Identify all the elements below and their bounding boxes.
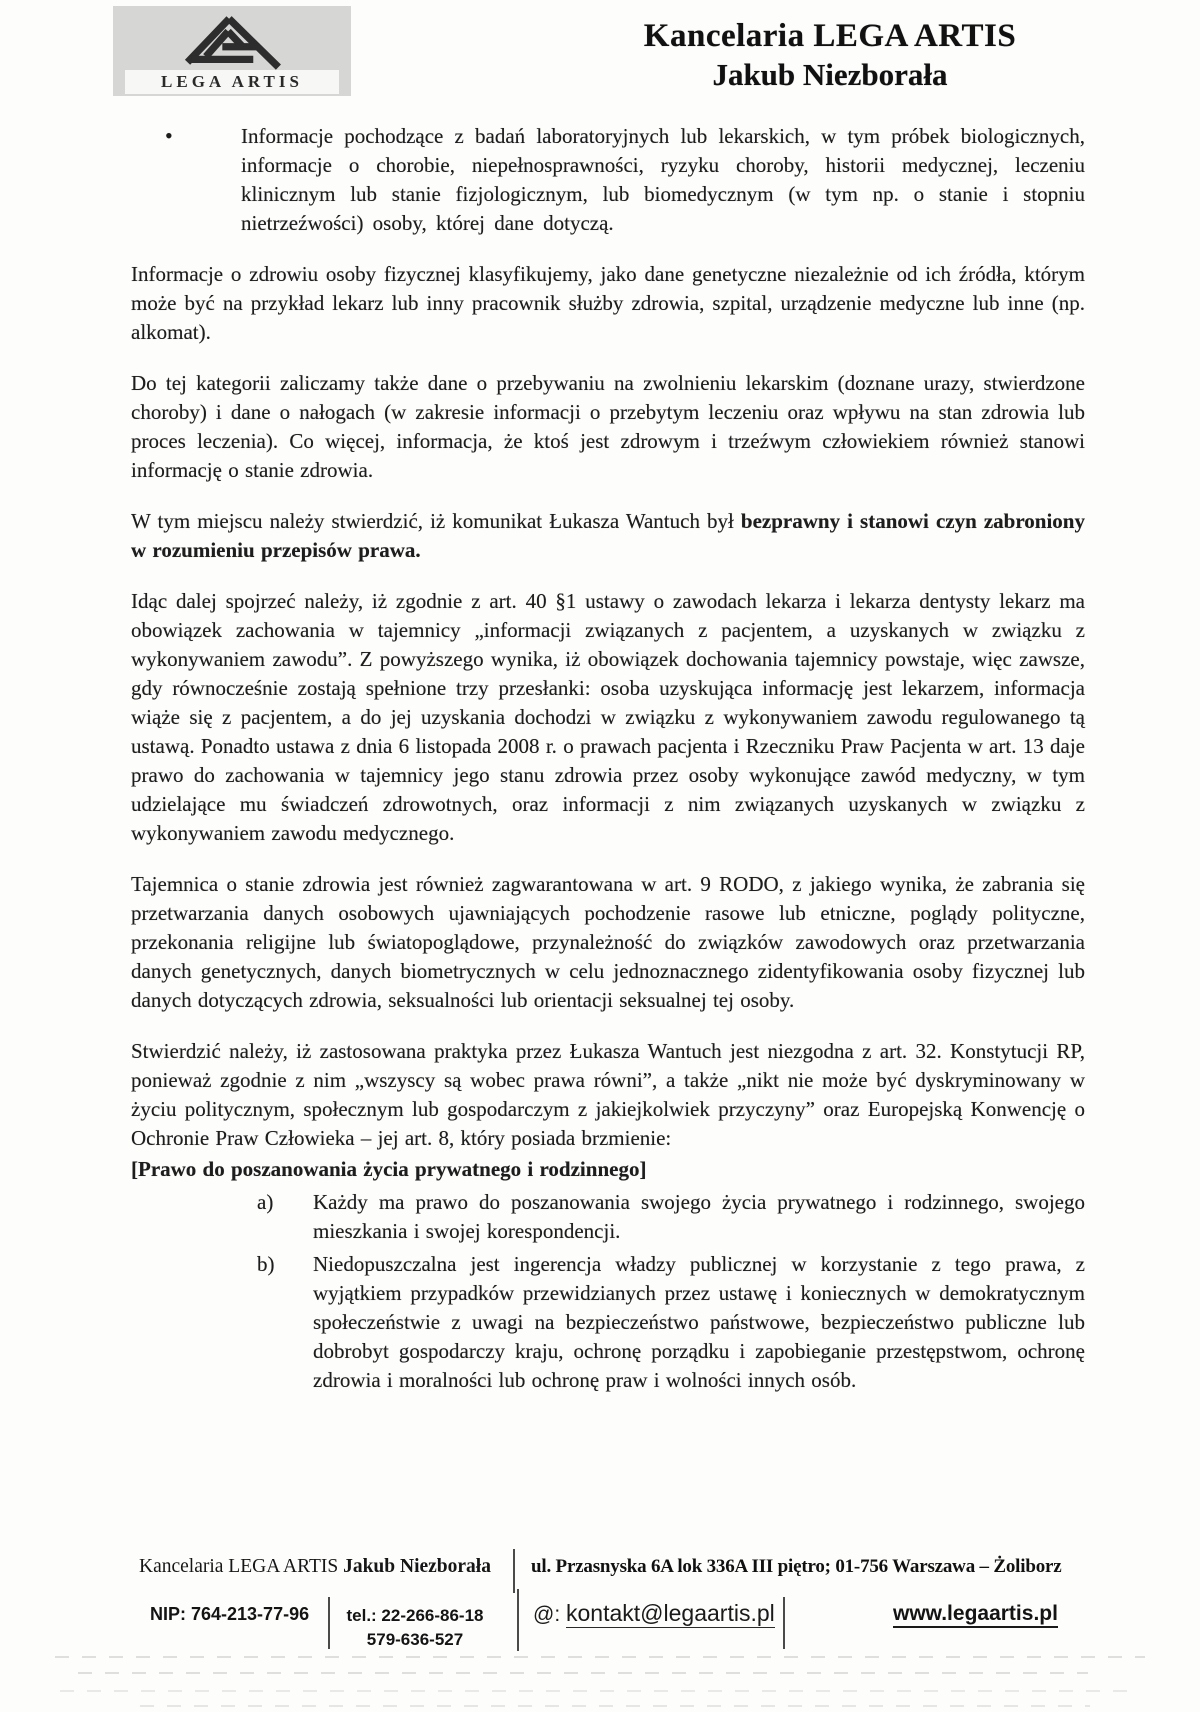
footer-firm-bold: Jakub Niezborała	[343, 1556, 491, 1577]
lega-artis-logo-mark-icon	[170, 12, 294, 70]
paragraph-art40-medical-secrecy: Idąc dalej spojrzeć należy, iż zgodnie z art. 40 §1 ustawy o zawodach lekarza i lekarza dentysty lekarz ma obowiązek zachowania w tajemnicy „informacji związanych z pacjentem, a uzyskanych w związku z wykonywaniem zawodu”. Z powyższego wynika, iż obowiązek dochowania tajemnicy powstaje, więc zawsze, gdy równocześnie zostają spełnione trzy przesłanki: osoba uzyskująca informację jest lekarzem, informacja wiąże się z pacjentem, a do jej uzyskania dochodzi w związku z wykonywaniem zawodu regulowanego tą ustawą. Ponadto ustawa z dnia 6 listopada 2008 r. o prawach pacjenta i Rzeczniku Praw Pacjenta w art. 13 daje prawo do zachowania w tajemnicy jego stanu zdrowia przez osoby wykonujące zawód medyczny, w tym udzielające mu świadczeń zdrowotnych, oraz informacji z nim związanych uzyskanych w związku z wykonywaniem zawodu medycznego.	[131, 589, 1085, 845]
paragraph-unlawful-statement	[131, 507, 1085, 565]
footer-divider-1	[513, 1549, 515, 1593]
letterhead-title	[560, 16, 1100, 94]
footer-address: ul. Przasnyska 6A lok 336A III piętro; 01-756 Warszawa – Żoliborz	[531, 1556, 1062, 1577]
bullet-icon: •	[165, 123, 173, 148]
list-item-b	[131, 1250, 1085, 1395]
lawyer-name: Jakub Niezborała	[712, 57, 948, 92]
bullet-list-item	[131, 122, 1085, 238]
scan-artifact-line	[55, 1656, 1145, 1658]
footer-firm-name	[139, 1556, 491, 1578]
bullet-item-text: Informacje pochodzące z badań laboratoryjnych lub lekarskich, w tym próbek biologicznych, informacje o chorobie, niepełnosprawności, ryzyku choroby, historii medycznej, leczeniu klinicznym lub stanie fizjologicznym, lub biomedycznym (w tym np. o stanie i stopniu nietrzeźwości) osoby, której dane dotyczą.	[241, 124, 1085, 235]
paragraph-constitution-art32: Stwierdzić należy, iż zastosowana praktyka przez Łukasza Wantuch jest niezgodna z art. 32. Konstytucji RP, ponieważ zgodnie z nim „wszyscy są wobec prawa równi”, a także „nikt nie może być dyskryminowany w życiu politycznym, społecznym lub gospodarczym z jakiejkolwiek przyczyny” oraz Europejską Konwencję o Ochronie Praw Człowieka – jej art. 8, który posiada brzmienie:	[131, 1039, 1085, 1150]
paragraph-health-data-classification: Informacje o zdrowiu osoby fizycznej klasyfikujemy, jako dane genetyczne niezależnie od ich źródła, którym może być na przykład lekarz lub inny pracownik służby zdrowia, szpital, urządzenie medyczne lub inne (np. alkomat).	[131, 262, 1085, 344]
footer-website-link[interactable]: www.legaartis.pl	[893, 1602, 1058, 1628]
footer-website-block	[893, 1602, 1058, 1626]
letter-body	[131, 122, 1085, 1395]
list-marker-b: b)	[257, 1252, 275, 1276]
scan-artifact-line	[78, 1672, 1088, 1674]
footer-divider-3	[517, 1589, 519, 1651]
unlawful-statement-normal: W tym miejscu należy stwierdzić, iż komunikat Łukasza Wantuch był	[131, 509, 741, 533]
scan-artifact-line	[60, 1690, 1140, 1692]
scan-artifact-line	[140, 1705, 1090, 1707]
footer-firm-regular: Kancelaria LEGA ARTIS	[139, 1556, 344, 1577]
footer-phone-block	[344, 1604, 486, 1652]
firm-name: Kancelaria LEGA ARTIS	[643, 18, 1017, 54]
footer-email-block	[533, 1600, 775, 1627]
list-item-a	[131, 1188, 1085, 1246]
logo	[113, 6, 351, 96]
footer-phone-2: 579-636-527	[366, 1630, 464, 1649]
unlawful-statement-bold: bezprawny i stanowi czyn zabroniony w rozumieniu przepisów prawa.	[131, 509, 1085, 562]
statute-heading: [Prawo do poszanowania życia prywatnego i rodzinnego]	[131, 1157, 647, 1181]
footer-divider-4	[783, 1597, 785, 1649]
list-text-a: Każdy ma prawo do poszanowania swojego życia prywatnego i rodzinnego, swojego mieszkania i swojej korespondencji.	[313, 1190, 1085, 1243]
paragraph-art9-rodo: Tajemnica o stanie zdrowia jest również zagwarantowana w art. 9 RODO, z jakiego wynika, że zabrania się przetwarzania danych osobowych ujawniających pochodzenie rasowe lub etniczne, poglądy polityczne, przekonania religijne lub światopoglądowe, przynależność do związków zawodowych oraz przetwarzania danych genetycznych, danych biometrycznych w celu jednoznacznego zidentyfikowania osoby fizycznej lub danych dotyczących zdrowia, seksualności lub orientacji seksualnej tej osoby.	[131, 872, 1085, 1012]
footer-email-link[interactable]: kontakt@legaartis.pl	[566, 1600, 775, 1626]
list-marker-a: a)	[257, 1190, 274, 1214]
at-icon: @:	[533, 1603, 561, 1626]
footer-phone-1: tel.: 22-266-86-18	[346, 1606, 484, 1625]
footer-nip: NIP: 764-213-77-96	[150, 1604, 310, 1624]
list-text-b: Niedopuszczalna jest ingerencja władzy publicznej w korzystanie z tego prawa, z wyjątkiem przypadków przewidzianych przez ustawę i koniecznych w demokratycznym społeczeństwie z uwagi na bezpieczeństwo państwowe, bezpieczeństwo publiczne lub dobrobyt gospodarczy kraju, ochronę porządku i zapobieganie przestępstwom, ochronę zdrowia i moralności lub ochronę praw i wolności innych osób.	[313, 1252, 1085, 1392]
logo-label: LEGA ARTIS	[125, 70, 339, 94]
footer-divider-2	[328, 1597, 330, 1649]
paragraph-sick-leave-category: Do tej kategorii zaliczamy także dane o przebywaniu na zwolnieniu lekarskim (doznane urazy, stwierdzone choroby) i dane o nałogach (w zakresie informacji o przebytym leczeniu oraz wpływu na stan zdrowia lub proces leczenia). Co więcej, informacja, że ktoś jest zdrowym i trzeźwym człowiekiem również stanowi informację o stanie zdrowia.	[131, 371, 1085, 482]
